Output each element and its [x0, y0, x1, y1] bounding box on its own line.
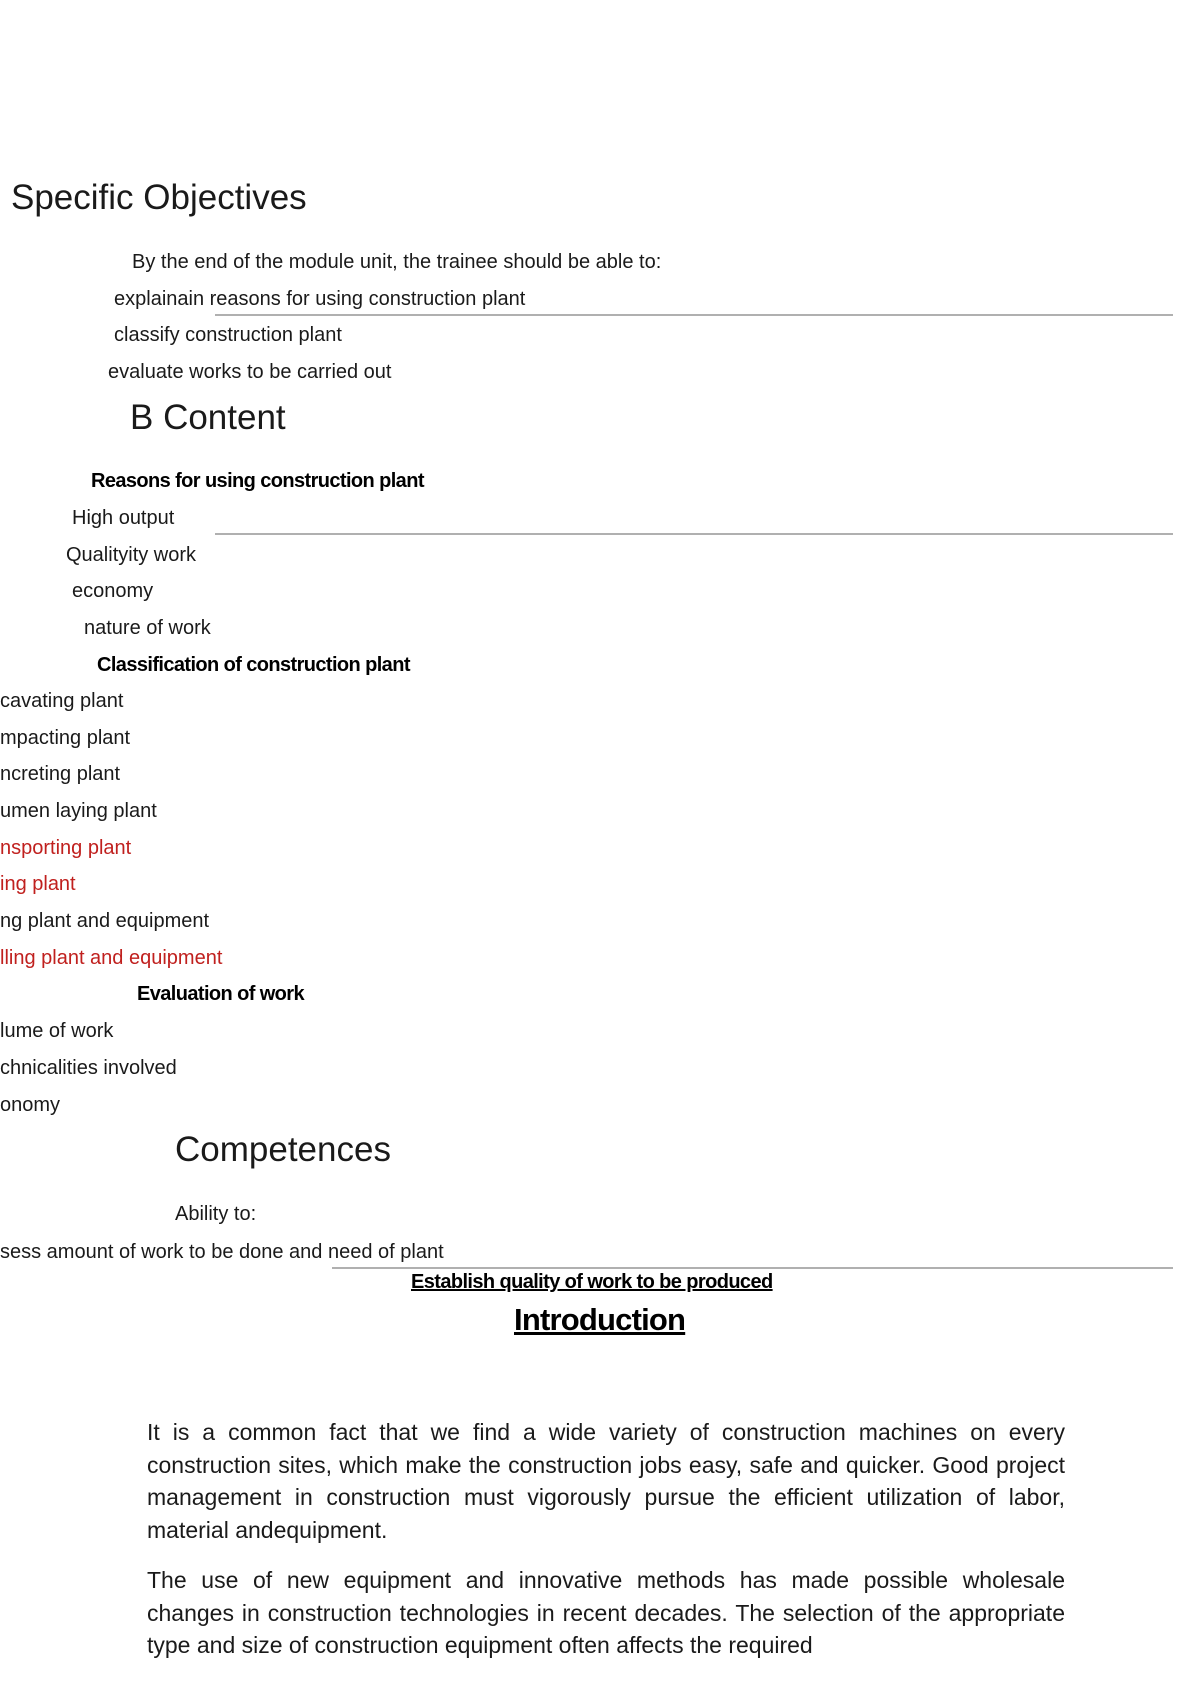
content-heading: B Content: [130, 398, 286, 437]
classification-item: mpacting plant: [0, 727, 131, 749]
classification-item: ing plant: [0, 873, 76, 895]
classification-item: ncreting plant: [0, 763, 121, 785]
classification-item: lling plant and equipment: [0, 947, 223, 969]
reason-item: High output: [72, 507, 175, 529]
introduction-paragraph: It is a common fact that we find a wide variety of construction machines on every construction sites, which make the construction jobs easy, safe and quicker. Good project management in construction must vigorously pursue the efficient utilization of labor, material andequipment.: [147, 1419, 1065, 1543]
introduction-paragraph: The use of new equipment and innovative methods has made possible wholesale changes in construction technologies in recent decades. The selection of the appropriate type and size of construction equipment often affects the required: [147, 1567, 1065, 1658]
horizontal-rule: [215, 314, 1173, 316]
competences-heading: Competences: [175, 1130, 391, 1169]
evaluation-item: onomy: [0, 1094, 61, 1116]
reason-item: nature of work: [84, 617, 211, 639]
competence-item: sess amount of work to be done and need of plant: [0, 1241, 444, 1263]
evaluation-item: lume of work: [0, 1020, 114, 1042]
introduction-heading: Introduction: [514, 1302, 686, 1337]
horizontal-rule: [332, 1267, 1173, 1269]
reason-item: economy: [72, 580, 154, 602]
horizontal-rule: [215, 533, 1173, 535]
competence-item: Establish quality of work to be produced: [411, 1271, 773, 1293]
classification-item: ng plant and equipment: [0, 910, 210, 932]
reason-item: Qualityity work: [66, 544, 197, 566]
objective-item: explainain reasons for using construction plant: [114, 288, 526, 310]
classification-item: cavating plant: [0, 690, 124, 712]
classification-item: umen laying plant: [0, 800, 157, 822]
objective-item: classify construction plant: [114, 324, 342, 346]
evaluation-item: chnicalities involved: [0, 1057, 177, 1079]
reasons-heading: Reasons for using construction plant: [91, 470, 424, 492]
classification-item: nsporting plant: [0, 837, 132, 859]
objective-item: evaluate works to be carried out: [108, 361, 392, 383]
objectives-heading: Specific Objectives: [11, 178, 307, 217]
evaluation-heading: Evaluation of work: [137, 983, 305, 1005]
objectives-intro: By the end of the module unit, the trainee should be able to:: [132, 251, 662, 273]
competences-intro: Ability to:: [175, 1203, 257, 1225]
classification-heading: Classification of construction plant: [97, 654, 410, 676]
